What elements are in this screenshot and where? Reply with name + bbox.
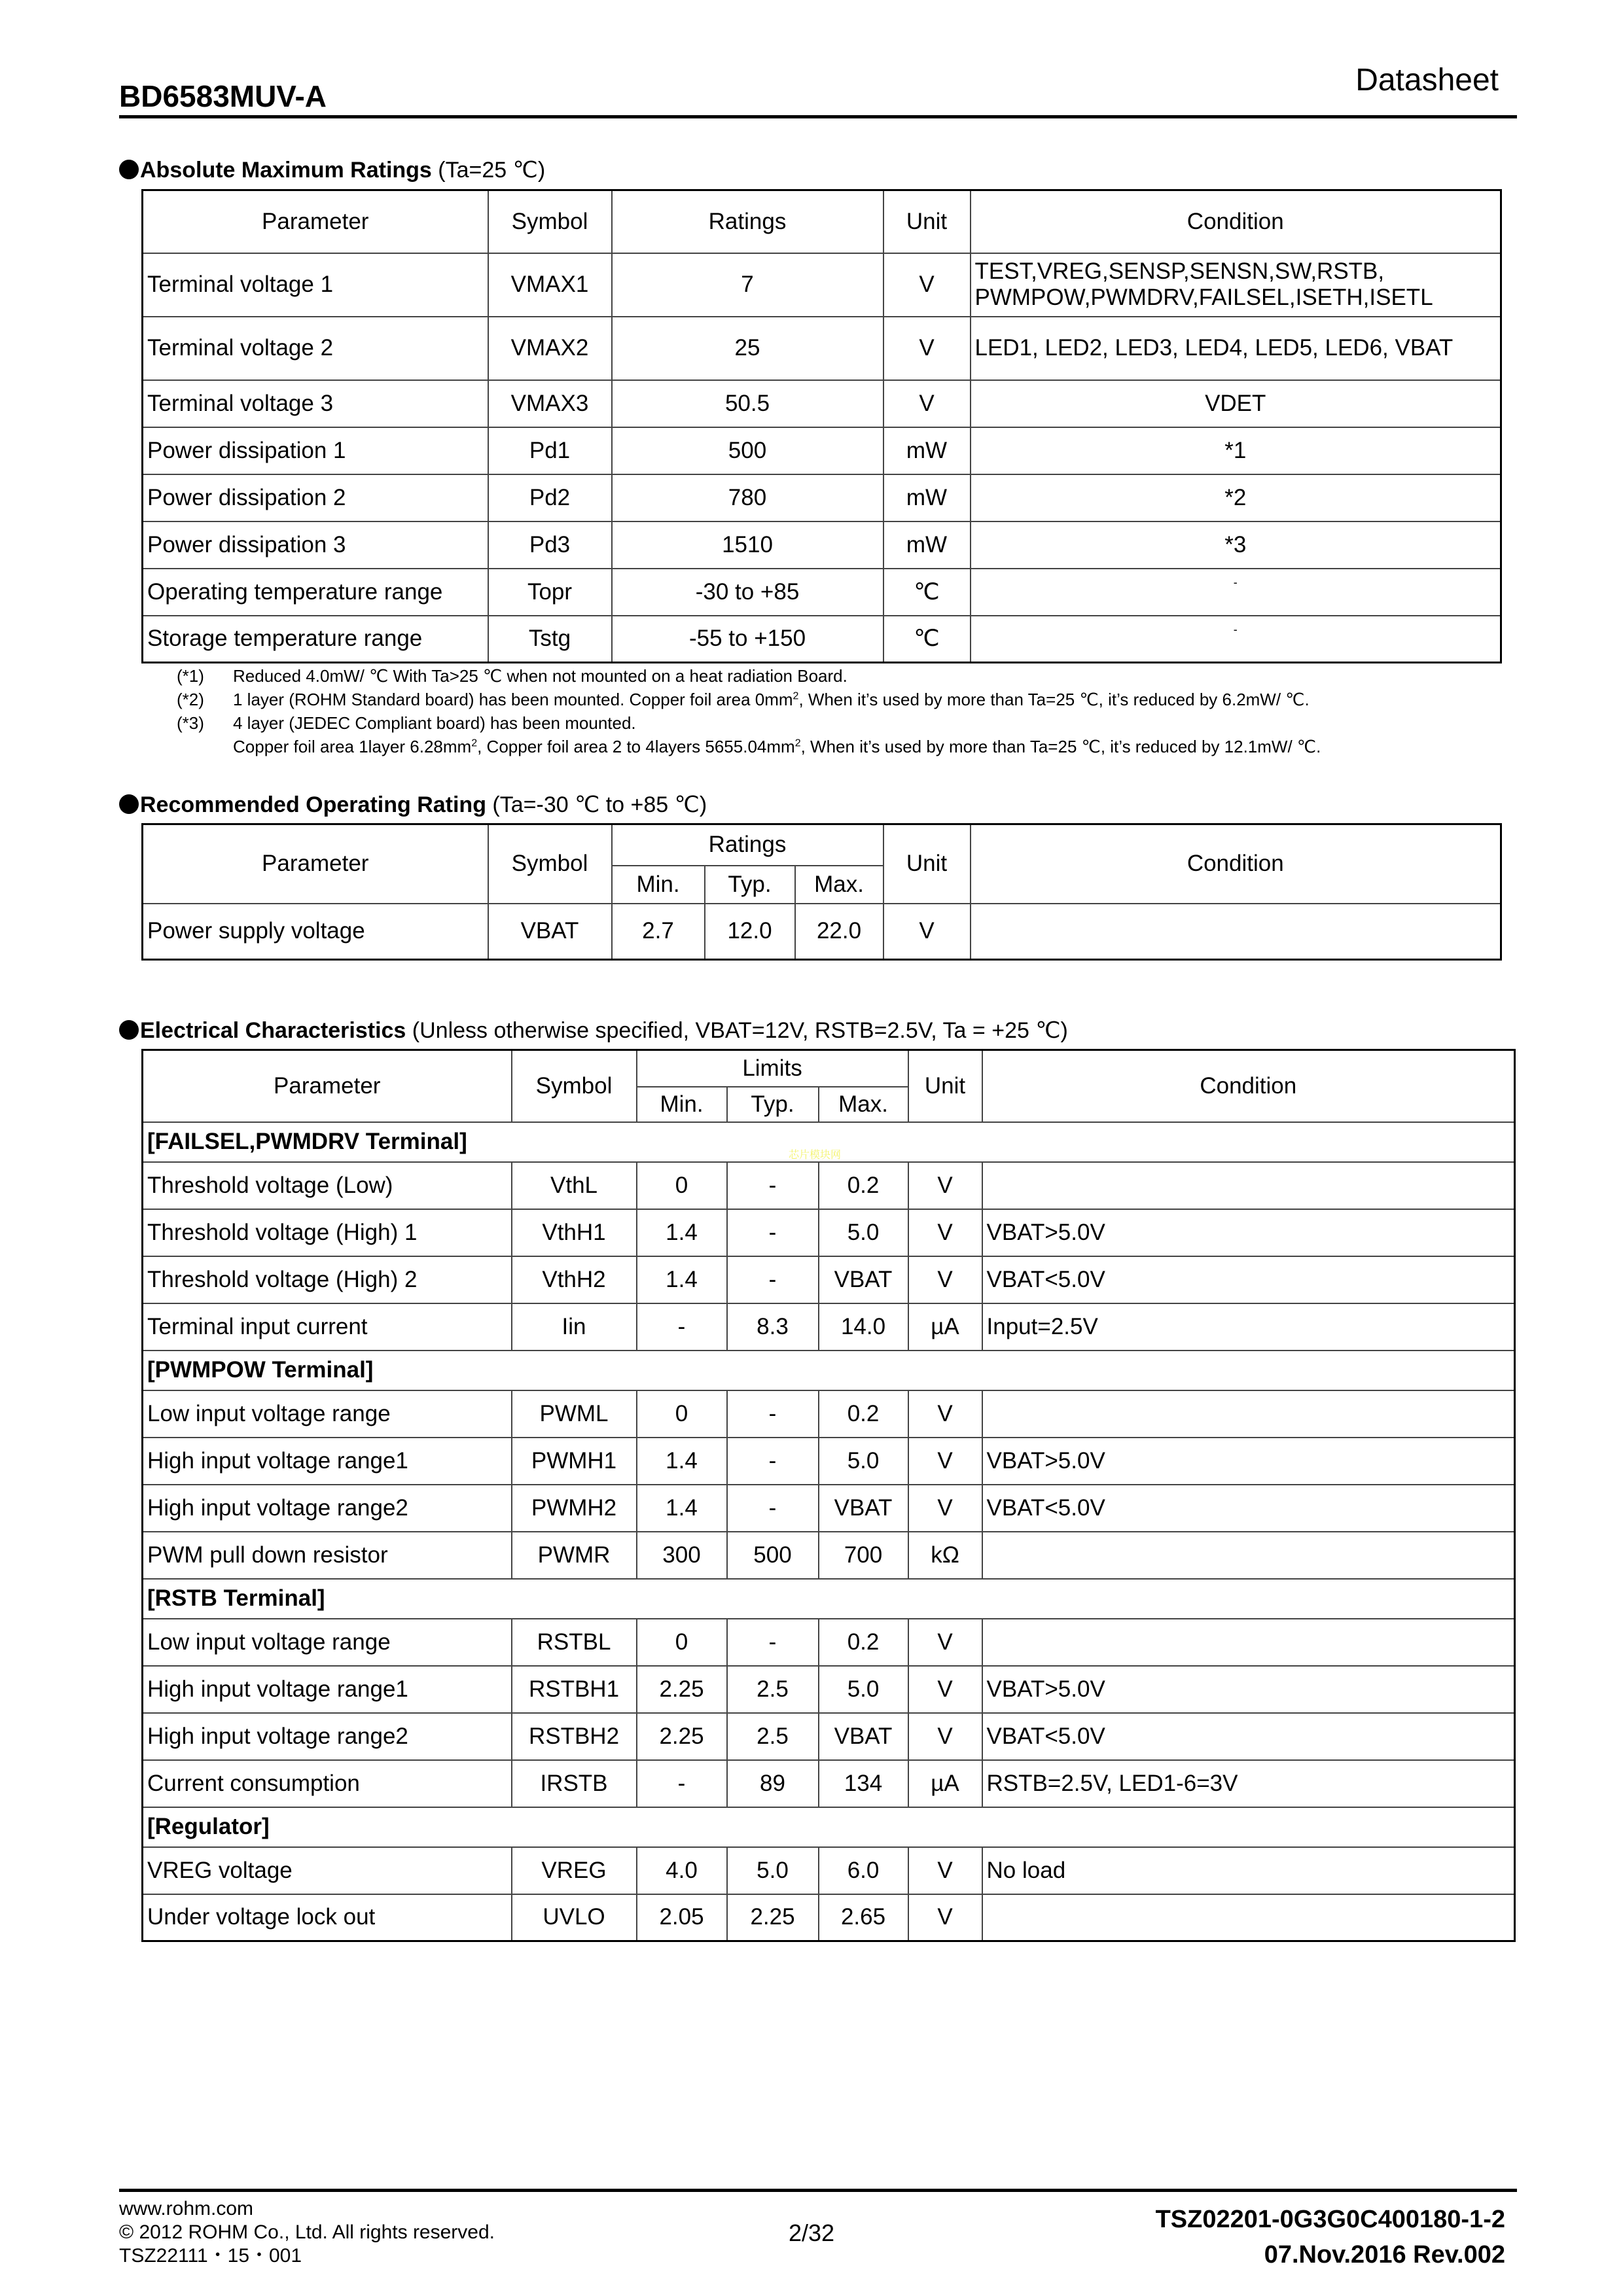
table-row: Threshold voltage (High) 1 VthH1 1.4 - 5.0 V VBAT>5.0V bbox=[143, 1209, 1515, 1256]
footer-rule bbox=[119, 2189, 1517, 2192]
table-row: Current consumption IRSTB - 89 134 µA RSTB=2.5V, LED1-6=3V bbox=[143, 1760, 1515, 1807]
table-row: Terminal voltage 3 VMAX3 50.5 V VDET bbox=[143, 380, 1501, 427]
bullet-icon bbox=[119, 794, 139, 814]
col-header: Unit bbox=[883, 190, 971, 253]
table-row: Low input voltage range RSTBL 0 - 0.2 V bbox=[143, 1619, 1515, 1666]
table-row: Operating temperature range Topr -30 to +85 ℃ - bbox=[143, 569, 1501, 616]
bullet-icon bbox=[119, 160, 139, 179]
watermark: 芯片模块网 bbox=[789, 1150, 842, 1161]
abs-max-table bbox=[141, 189, 1502, 663]
table-row: Threshold voltage (Low) VthL 0 - 0.2 V bbox=[143, 1162, 1515, 1209]
footnote-1: (*1) Reduced 4.0mW/ ℃ With Ta>25 ℃ when not mounted on a heat radiation Board. bbox=[177, 666, 847, 686]
section-title-rec-op: Recommended Operating Rating (Ta=-30 ℃ to +85 ℃) bbox=[119, 792, 707, 818]
rec-op-table: Parameter Symbol Ratings Unit Condition Min. Typ. Max. Power supply voltage VBAT 2.7 12.0 22.0 V bbox=[141, 823, 1502, 961]
table-row: Low input voltage range PWML 0 - 0.2 V bbox=[143, 1390, 1515, 1438]
table-row: PWM pull down resistor PWMR 300 500 700 kΩ bbox=[143, 1532, 1515, 1579]
footnote-3: (*3) 4 layer (JEDEC Compliant board) has been mounted. bbox=[177, 713, 636, 733]
elec-table: Parameter Symbol Limits Unit Condition Min. Typ. Max. [FAILSEL,PWMDRV Terminal] Threshold voltage (Low) VthL 0 - 0.2 V Threshold voltage (High) 1 VthH1 1.4 - 5.0 V VBAT>5.0V Threshold voltage (High) 2 VthH2 1.4 - VBAT V VBAT<5.0V Terminal input current Iin - 8.3 14.0 µA Input=2.5V [PWMPOW Terminal] Low input voltage range PWML 0 - 0.2 V High input voltage range1 PWMH1 1.4 - 5.0 V VBAT>5.0V High input voltage range2 PWMH2 1.4 - VBAT V VBAT<5.0V PWM pull down resistor PWMR 300 500 700 kΩ [RSTB Terminal] Low input voltage range RSTBL 0 - 0.2 V High input voltage range1 RSTBH1 2.25 2.5 5.0 V VBAT>5.0V High input voltage range2 RSTBH2 2.25 2.5 VBAT V VBAT<5.0V Current consumption IRSTB - 89 134 µA RSTB=2.5V, LED1-6=3V [Regulator] VREG voltage VREG 4.0 5.0 6.0 V No load Under voltage lock out UVLO 2.05 2.25 2.65 V bbox=[141, 1049, 1516, 1942]
bullet-icon bbox=[119, 1020, 139, 1040]
section-row: [FAILSEL,PWMDRV Terminal] bbox=[143, 1122, 1515, 1162]
table-row: Storage temperature range Tstg -55 to +150 ℃ - bbox=[143, 616, 1501, 663]
section-row: [Regulator] bbox=[143, 1807, 1515, 1847]
footer-url[interactable]: www.rohm.com bbox=[119, 2198, 254, 2219]
section-title-abs-max: Absolute Maximum Ratings (Ta=25 ℃) bbox=[119, 157, 545, 183]
footnote-3-cont: Copper foil area 1layer $6.28mm^2$, Copper foil area 2 to 4layers $5655.04mm^2$, When it’s used by more than Ta=25 ℃, it’s reduced by 12.1mW/ ℃. bbox=[233, 737, 1321, 756]
table-row: Power dissipation 3 Pd3 1510 mW *3 bbox=[143, 521, 1501, 569]
doc-type: Datasheet bbox=[1355, 63, 1499, 97]
table-row: Power dissipation 2 Pd2 780 mW *2 bbox=[143, 474, 1501, 521]
section-row: [PWMPOW Terminal] bbox=[143, 1351, 1515, 1390]
col-header: Parameter bbox=[143, 190, 488, 253]
table-row: Under voltage lock out UVLO 2.05 2.25 2.65 V bbox=[143, 1894, 1515, 1941]
header-rule bbox=[119, 115, 1517, 118]
table-row: Threshold voltage (High) 2 VthH2 1.4 - VBAT V VBAT<5.0V bbox=[143, 1256, 1515, 1303]
col-header: Symbol bbox=[488, 190, 612, 253]
table-row: High input voltage range1 PWMH1 1.4 - 5.0 V VBAT>5.0V bbox=[143, 1438, 1515, 1485]
section-row: [RSTB Terminal] bbox=[143, 1579, 1515, 1619]
table-row: High input voltage range2 PWMH2 1.4 - VBAT V VBAT<5.0V bbox=[143, 1485, 1515, 1532]
table-row: Power dissipation 1 Pd1 500 mW *1 bbox=[143, 427, 1501, 474]
section-title-elec: Electrical Characteristics (Unless otherwise specified, VBAT=12V, RSTB=2.5V, Ta = +25 ℃) bbox=[119, 1017, 1068, 1044]
footnote-2: (*2) 1 layer (ROHM Standard board) has been mounted. Copper foil area $0mm^2$, When it’s used by more than Ta=25 ℃, it’s reduced by 6.2mW/ ℃. bbox=[177, 690, 1310, 709]
col-header: Condition bbox=[971, 190, 1501, 253]
footer-left bbox=[119, 2197, 495, 2268]
footer-right bbox=[1156, 2202, 1505, 2272]
table-row: Terminal input current Iin - 8.3 14.0 µA Input=2.5V bbox=[143, 1303, 1515, 1351]
page-number: 2/32 bbox=[789, 2219, 835, 2246]
footer-code: TSZ22111・15・001 bbox=[119, 2245, 302, 2267]
footer-copyright: © 2012 ROHM Co., Ltd. All rights reserved. bbox=[119, 2221, 495, 2243]
table-row: VREG voltage VREG 4.0 5.0 6.0 V No load bbox=[143, 1847, 1515, 1894]
table-row: High input voltage range2 RSTBH2 2.25 2.5 VBAT V VBAT<5.0V bbox=[143, 1713, 1515, 1760]
table-row: Power supply voltage VBAT 2.7 12.0 22.0 V bbox=[143, 904, 1501, 960]
col-header: Ratings bbox=[612, 190, 883, 253]
table-row: High input voltage range1 RSTBH1 2.25 2.5 5.0 V VBAT>5.0V bbox=[143, 1666, 1515, 1713]
doc-id: TSZ02201-0G3G0C400180-1-2 bbox=[1155, 2206, 1505, 2233]
table-row: Terminal voltage 1 VMAX1 7 V TEST,VREG,SENSP,SENSN,SW,RSTB, PWMPOW,PWMDRV,FAILSEL,ISETH,ISETL bbox=[143, 253, 1501, 317]
date-rev: 07.Nov.2016 Rev.002 bbox=[1264, 2241, 1505, 2269]
table-row: Terminal voltage 2 VMAX2 25 V LED1, LED2, LED3, LED4, LED5, LED6, VBAT bbox=[143, 317, 1501, 380]
part-number: BD6583MUV-A bbox=[119, 79, 327, 113]
